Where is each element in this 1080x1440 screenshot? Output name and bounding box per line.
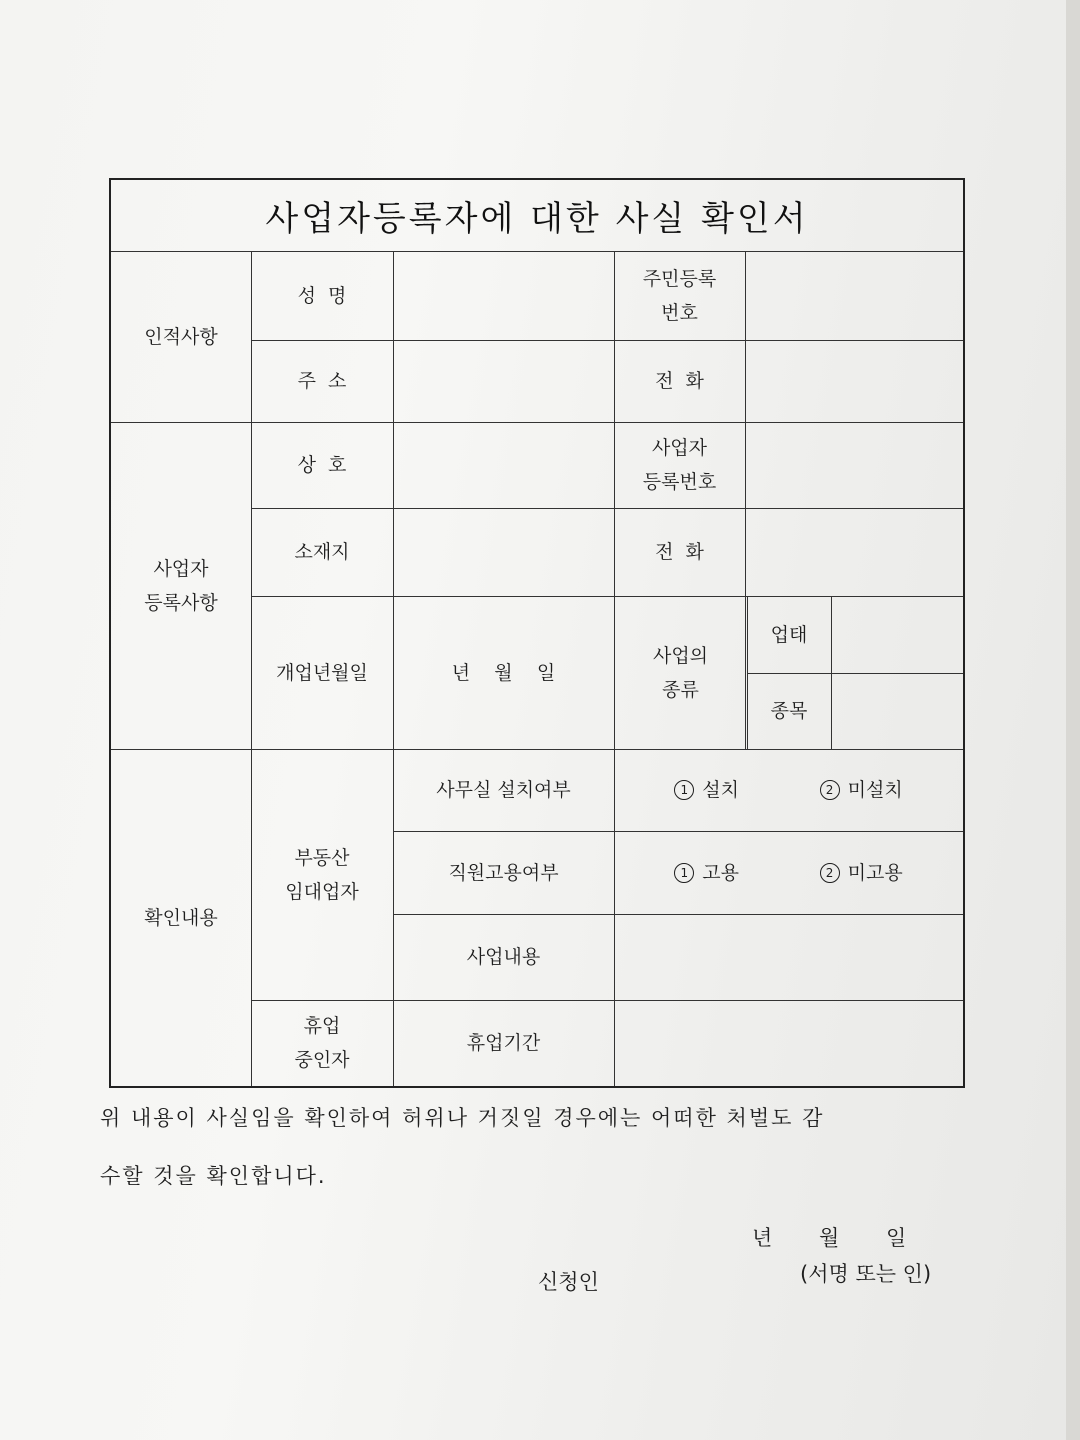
personal-phone-field[interactable] [745, 340, 963, 422]
office-installed-label: 사무실 설치여부 [436, 779, 571, 801]
office-options [614, 749, 963, 831]
employment-options [614, 831, 963, 914]
business-phone-field[interactable] [745, 508, 963, 596]
form-title: 사업자등록자에 대한 사실 확인서 [111, 180, 963, 252]
name-field[interactable] [393, 252, 614, 340]
name-label: 성 명 [297, 285, 347, 307]
item-label: 종목 [770, 700, 808, 722]
employment-option-not-hired-label: 미고용 [847, 861, 903, 884]
business-reg-no-field[interactable] [745, 422, 963, 508]
paper-edge [1066, 0, 1080, 1440]
confirmation-form-table [109, 178, 965, 1088]
item-field[interactable] [831, 673, 963, 749]
open-date-field[interactable]: 년 월 일 [451, 661, 556, 684]
realestate-lessor-label: 부동산 임대업자 [285, 846, 359, 903]
suspended-label: 휴업 중인자 [294, 1015, 350, 1071]
office-option-installed-label: 설치 [702, 779, 740, 801]
location-field[interactable] [393, 508, 614, 596]
statement-line-1: 위 내용이 사실임을 확인하여 허위나 거짓일 경우에는 어떠한 처벌도 감 [100, 1106, 825, 1130]
section-personal: 인적사항 [144, 326, 218, 348]
business-content-field[interactable] [614, 914, 963, 1000]
employment-option-hired[interactable] [674, 856, 739, 890]
open-date-label: 개업년월일 [276, 661, 368, 684]
business-phone-label: 전 화 [655, 541, 704, 563]
statement-line-2: 수할 것을 확인합니다. [100, 1164, 327, 1188]
personal-phone-label: 전 화 [655, 370, 704, 392]
rrn-label: 주민등록 번호 [642, 268, 717, 324]
option-number-2-icon: 2 [820, 780, 840, 800]
section-business: 사업자 등록사항 [144, 557, 218, 614]
address-field[interactable] [393, 340, 614, 422]
rrn-field[interactable] [745, 252, 963, 340]
section-confirm: 확인내용 [144, 906, 218, 929]
option-number-1-icon: 1 [674, 863, 694, 883]
address-label: 주 소 [297, 370, 347, 392]
office-option-installed[interactable] [674, 773, 739, 807]
suspension-period-field[interactable] [614, 1000, 963, 1086]
business-reg-no-label: 사업자 등록번호 [642, 437, 717, 493]
employment-option-hired-label: 고용 [702, 861, 740, 884]
category-label: 업태 [770, 623, 808, 646]
business-type-label: 사업의 종류 [652, 644, 709, 701]
employment-option-not-hired[interactable] [820, 856, 903, 890]
employment-label: 직원고용여부 [448, 861, 559, 884]
applicant-label: 신청인 [538, 1270, 599, 1294]
signature-date[interactable]: 년 월 일 [752, 1226, 907, 1250]
business-content-label: 사업내용 [466, 946, 541, 968]
location-label: 소재지 [294, 541, 350, 563]
sign-or-seal-hint[interactable]: (서명 또는 인) [800, 1262, 932, 1286]
trade-name-label: 상 호 [297, 454, 347, 476]
office-option-not-installed-label: 미설치 [847, 779, 903, 801]
office-option-not-installed[interactable] [820, 773, 903, 807]
option-number-2-icon: 2 [820, 863, 840, 883]
suspension-period-label: 휴업기간 [466, 1032, 541, 1054]
trade-name-field[interactable] [393, 422, 614, 508]
option-number-1-icon: 1 [674, 780, 694, 800]
category-field[interactable] [831, 596, 963, 673]
